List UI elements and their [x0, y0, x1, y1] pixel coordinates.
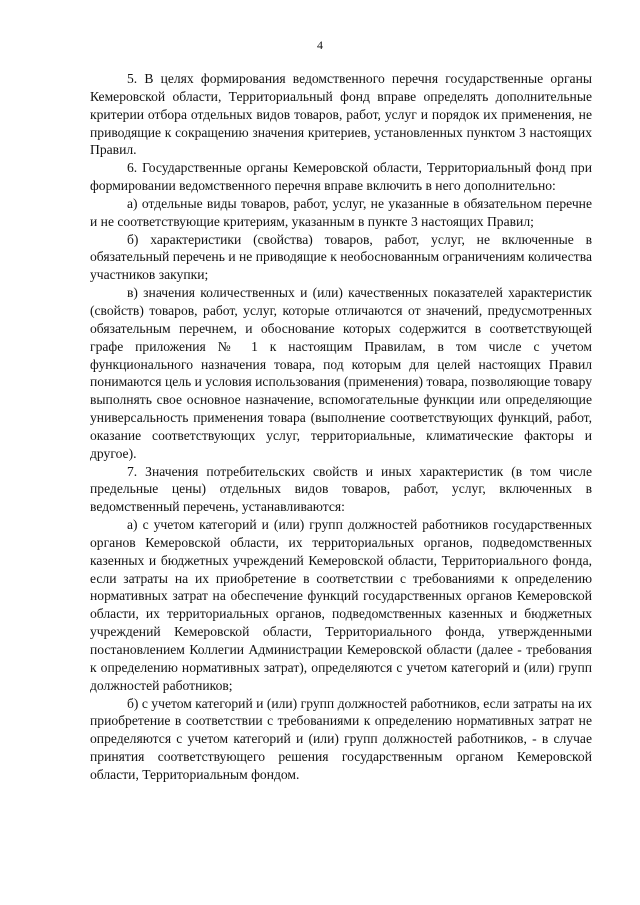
paragraph-6: 6. Государственные органы Кемеровской области, Территориальный фонд при формировании ведомственного перечня вправе включить в него дополнительно: [90, 160, 592, 194]
paragraph-6-item-a: а) отдельные виды товаров, работ, услуг, не указанные в обязательном перечне и не соответствующие критериям, указанным в пункте 3 настоящих Правил; [90, 195, 592, 229]
paragraph-6-item-v: в) значения количественных и (или) качественных показателей характеристик (свойств) товаров, работ, услуг, которые отличаются от значений, предусмотренных обязательным перечнем, и обоснование которых содержится в соответствующей графе приложения № 1 к настоящим Правилам, в том числе с учетом функционального назначения товара, под которым для целей настоящих Правил понимаются цель и условия использования (применения) товара, позволяющие товару выполнять свое основное назначение, вспомогательные функции или определяющие универсальность применения товара (выполнение соответствующих функций, работ, оказание соответствующих услуг, территориальные, климатические факторы и другое). [90, 285, 592, 461]
paragraph-7: 7. Значения потребительских свойств и иных характеристик (в том числе предельные цены) отдельных видов товаров, работ, услуг, включенных в ведомственный перечень, устанавливаются: [90, 463, 592, 515]
document-body [90, 70, 592, 784]
paragraph-7-item-b: б) с учетом категорий и (или) групп должностей работников, если затраты на их приобретение в соответствии с требованиями к определению нормативных затрат не определяются с учетом категорий и (или) групп должностей работников, - в случае принятия соответствующего решения государственным органом Кемеровской области, Территориальным фондом. [90, 695, 592, 782]
page-number: 4 [317, 38, 323, 52]
paragraph-5: 5. В целях формирования ведомственного перечня государственные органы Кемеровской области, Территориальный фонд вправе определять дополнительные критерии отбора отдельных видов товаров, работ, услуг и порядок их применения, не приводящие к сокращению значения критериев, установленных пунктом 3 настоящих Правил. [90, 71, 592, 158]
paragraph-6-item-b: б) характеристики (свойства) товаров, работ, услуг, не включенные в обязательный перечень и не приводящие к необоснованным ограничениям количества участников закупки; [90, 231, 592, 283]
paragraph-7-item-a: а) с учетом категорий и (или) групп должностей работников государственных органов Кемеровской области, их территориальных органов, подведомственных казенных и бюджетных учреждений Кемеровской области, Территориального фонда, если затраты на их приобретение в соответствии с требованиями к определению нормативных затрат на обеспечение функций государственных органов Кемеровской области, их территориальных органов, подведомственных казенных и бюджетных учреждений Кемеровской области, Территориального фонда, утвержденными постановлением Коллегии Администрации Кемеровской области (далее - требования к определению нормативных затрат), определяются с учетом категорий и (или) групп должностей работников; [90, 517, 592, 693]
